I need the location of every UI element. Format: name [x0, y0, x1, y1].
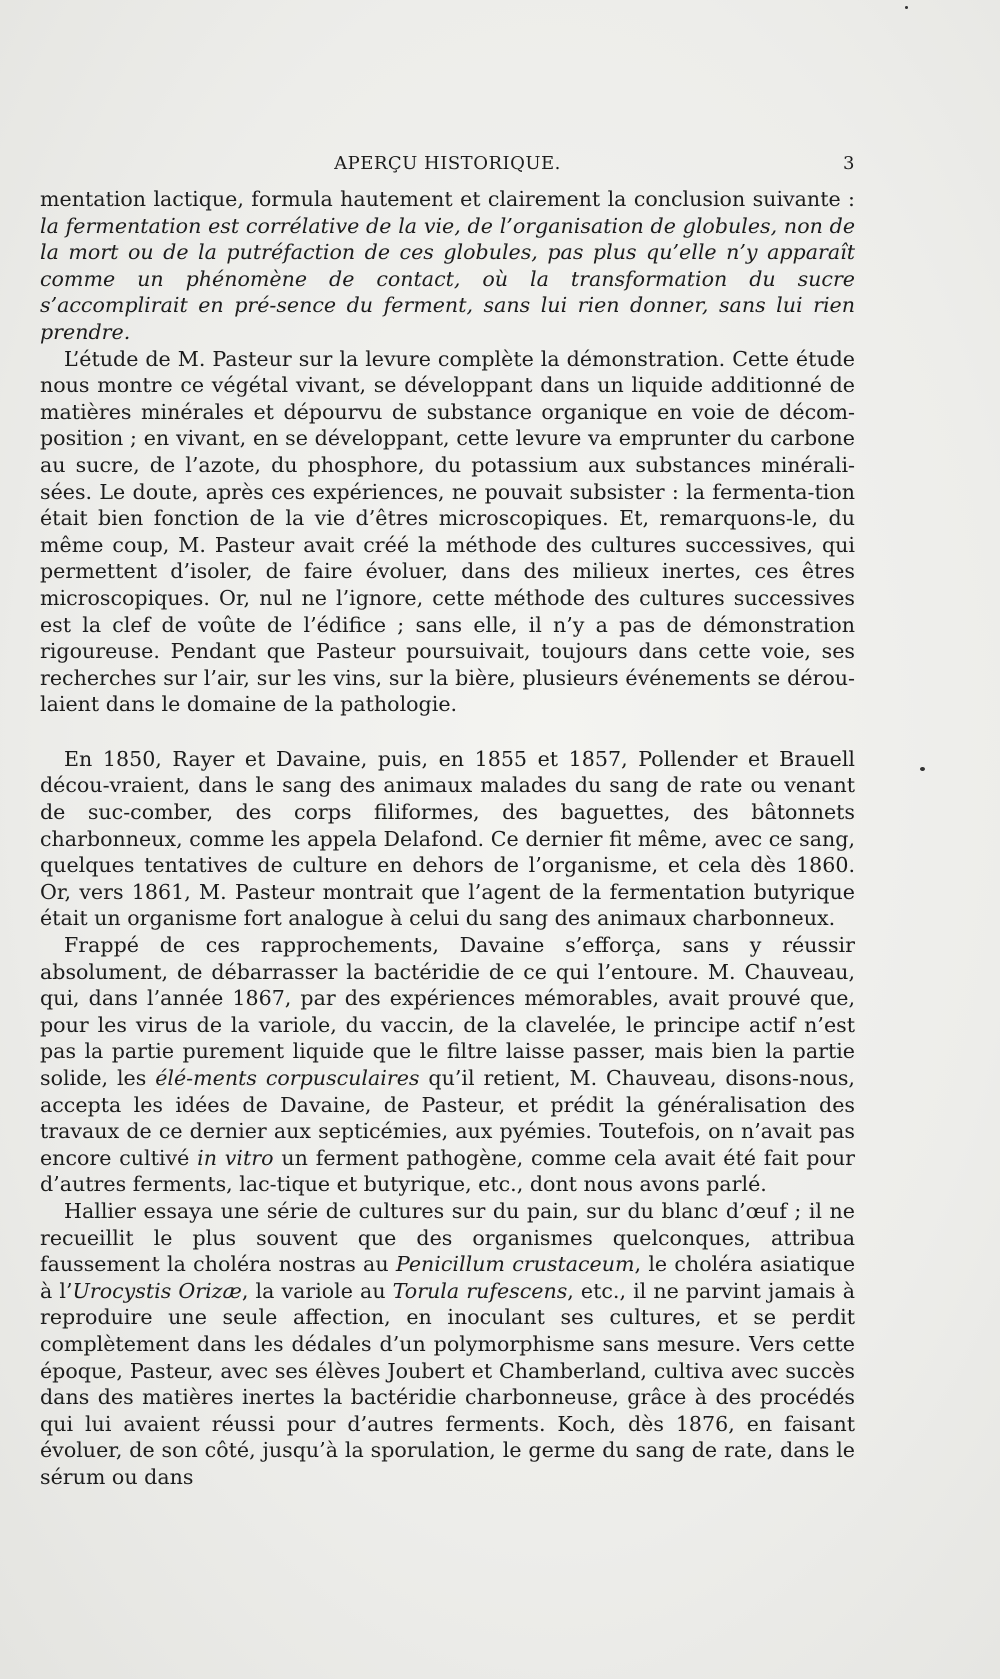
text-segment: , la variole au: [241, 1278, 393, 1303]
text-segment: , etc., il ne parvint jamais à reproduire une seule affection, en inoculant ses cultures, et se perdit complètement dans les dédales d’un polymorphisme sans mesure. Vers cette époque, Pasteur, avec ses élèves Joubert et Chamberland, cultiva avec succès dans des matières inertes la bactéridie charbonneuse, grâce à des procédés qui lui avaient réussi pour d’autres ferments. Koch, dès 1876, en faisant évoluer, de son côté, jusqu’à la sporulation, le germe du sang de rate, dans le sérum ou dans: [40, 1278, 855, 1489]
running-title: APERÇU HISTORIQUE.: [334, 153, 561, 174]
text-segment: En 1850, Rayer et Davaine, puis, en 1855 et 1857, Pollender et Brauell décou-vraient, dans le sang des animaux malades du sang de rate ou venant de suc-comber, des corps filiformes, des baguettes, des bâtonnets charbonneux, comme les appela Delafond. Ce dernier fit même, avec ce sang, quelques tentatives de culture en dehors de l’organisme, et cela dès 1860. Or, vers 1861, M. Pasteur montrait que l’agent de la fermentation butyrique était un organisme fort analogue à celui du sang des animaux charbonneux.: [40, 746, 855, 931]
text-segment: Hallier essaya une série de cultures sur du pain, sur du blanc d’œuf ; il ne recueillit le plus souvent que des organismes quelconques, attribua faussement la choléra nostras au: [40, 1198, 855, 1277]
running-head: [40, 153, 855, 181]
ink-speck: [920, 767, 925, 771]
italic-segment: Torula rufescens: [392, 1278, 568, 1303]
italic-segment: Urocystis Orizæ: [72, 1278, 242, 1303]
paragraph-5: [40, 1198, 855, 1491]
body-text: [40, 186, 855, 1491]
italic-segment: la fermentation est corrélative de la vie, de l’organisation de globules, non de la mort ou de la putréfaction de ces globules, pas plus qu’elle n’y apparaît comme un phénomène de contact, où la transformation du sucre s’accomplirait en pré-sence du ferment, sans lui rien donner, sans lui rien prendre.: [40, 213, 855, 344]
text-segment: L’étude de M. Pasteur sur la levure complète la démonstration. Cette étude nous montre ce végétal vivant, se développant dans un liquide additionné de matières minérales et dépourvu de substance organique en voie de décom-position ; en vivant, en se développant, cette levure va emprunter du carbone au sucre, de l’azote, du phosphore, du potassium aux substances minérali-sées. Le doute, après ces expériences, ne pouvait subsister : la fermenta-tion était bien fonction de la vie d’êtres microscopiques. Et, remarquons-le, du même coup, M. Pasteur avait créé la méthode des cultures successives, qui permettent d’isoler, de faire évoluer, dans des milieux inertes, ces êtres microscopiques. Or, nul ne l’ignore, cette méthode des cultures successives est la clef de voûte de l’édifice ; sans elle, il n’y a pas de démonstration rigoureuse. Pendant que Pasteur poursuivait, toujours dans cette voie, ses recherches sur l’air, sur les vins, sur la bière, plusieurs événements se dérou-laient dans le domaine de la pathologie.: [40, 346, 855, 717]
paragraph-4: [40, 932, 855, 1198]
ink-speck: [905, 6, 908, 9]
text-segment: qu’il retient, M. Chauveau, disons-nous, accepta les idées de Davaine, de Pasteur, et prédit la généralisation des travaux de ce dernier aux septicémies, aux pyémies. Toutefois, on n’avait pas encore cultivé: [40, 1066, 855, 1170]
page-number: 3: [843, 153, 855, 174]
text-segment: Frappé de ces rapprochements, Davaine s’efforça, sans y réussir absolument, de débarrasser la bactéridie de ce qui l’entoure. M. Chauveau, qui, dans l’année 1867, par des expériences mémorables, avait prouvé que, pour les virus de la variole, du vaccin, de la clavelée, le principe actif n’est pas la partie purement liquide que le filtre laisse passer, mais bien la partie solide, les: [40, 933, 855, 1090]
italic-segment: in vitro: [197, 1145, 274, 1170]
paragraph-2: [40, 346, 855, 718]
paragraph-3: [40, 746, 855, 932]
paragraph-1: [40, 186, 855, 346]
text-segment: mentation lactique, formula hautement et clairement la conclusion suivante :: [40, 187, 855, 211]
text-segment: , le choléra asiatique à l’: [40, 1252, 856, 1303]
italic-segment: élé-ments corpusculaires: [155, 1066, 420, 1090]
italic-segment: Penicillum crustaceum: [395, 1252, 635, 1277]
text-segment: un ferment pathogène, comme cela avait été fait pour d’autres ferments, lac-tique et butyrique, etc., dont nous avons parlé.: [40, 1145, 855, 1197]
